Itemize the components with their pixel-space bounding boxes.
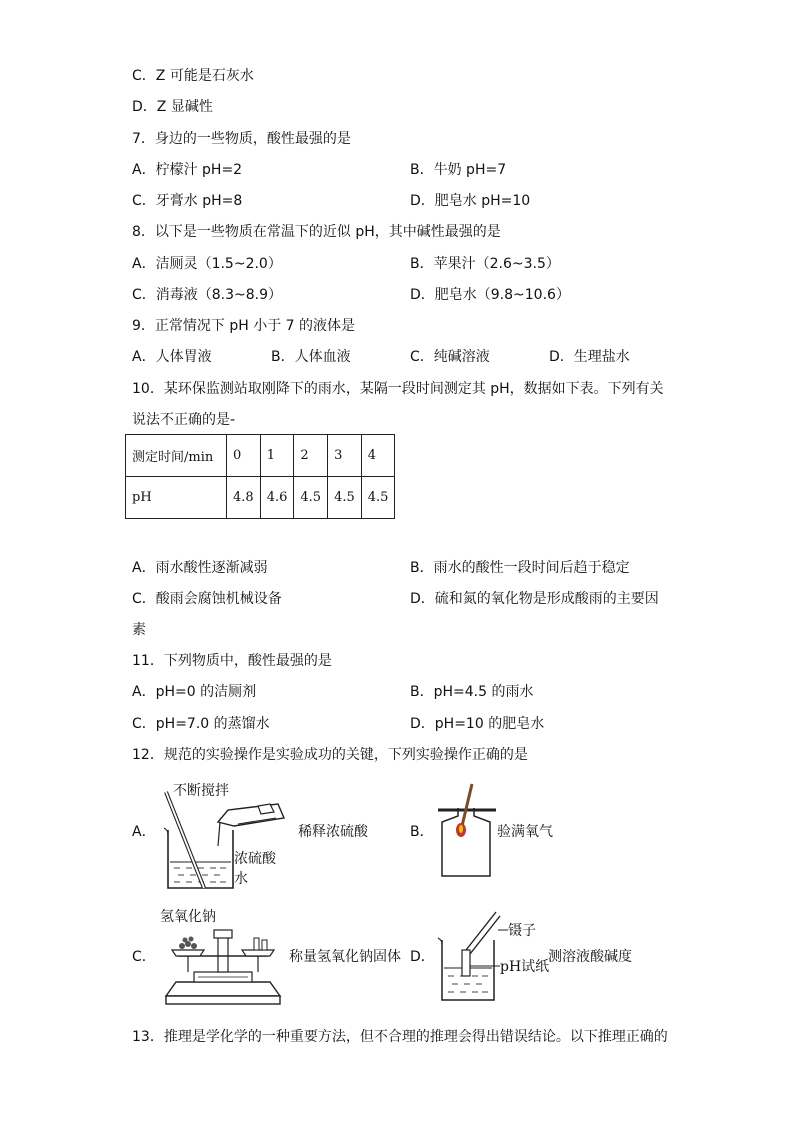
q10-option-d: D．硫和氮的氧化物是形成酸雨的主要因 xyxy=(410,591,659,607)
q11-option-a: A．pH=0 的洁厕剂 xyxy=(132,684,257,700)
q7-option-a: A．柠檬汁 pH=2 xyxy=(132,162,243,178)
figure-balance xyxy=(158,926,288,1008)
q8-option-d: D．肥皂水（9.8~10.6） xyxy=(410,287,570,303)
q11-stem: 11．下列物质中，酸性最强的是 xyxy=(132,653,332,669)
q9-option-c: C．纯碱溶液 xyxy=(410,349,490,365)
label-oxygen-check: 验满氧气 xyxy=(497,824,553,840)
q10-option-d-continued: 素 xyxy=(132,622,146,638)
table-cell: 4.8 xyxy=(227,477,261,519)
q11-option-b: B．pH=4.5 的雨水 xyxy=(410,684,534,700)
q7-option-d: D．肥皂水 pH=10 xyxy=(410,193,531,209)
table-cell: 2 xyxy=(294,435,328,477)
q8-option-b: B．苹果汁（2.6~3.5） xyxy=(410,256,560,272)
table-cell: 4 xyxy=(361,435,395,477)
q10-stem-line1: 10．某环保监测站取刚降下的雨水，某隔一段时间测定其 pH，数据如下表。下列有关 xyxy=(132,381,664,397)
q12-stem: 12．规范的实验操作是实验成功的关键，下列实验操作正确的是 xyxy=(132,747,528,763)
table-cell: 3 xyxy=(328,435,362,477)
label-naoh: 氢氧化钠 xyxy=(160,909,216,925)
q12-option-b-label: B． xyxy=(410,824,434,840)
table-row xyxy=(126,477,395,519)
q12-option-a-label: A． xyxy=(132,824,156,840)
q10-option-c: C．酸雨会腐蚀机械设备 xyxy=(132,591,282,607)
label-water: 水 xyxy=(234,871,248,887)
table-cell: 测定时间/min xyxy=(126,435,227,477)
q6-option-d: D．Z 显碱性 xyxy=(132,99,213,115)
table-row xyxy=(126,435,395,477)
label-dilute-acid: 稀释浓硫酸 xyxy=(298,824,368,840)
q7-option-c: C．牙膏水 pH=8 xyxy=(132,193,243,209)
ph-data-table xyxy=(125,434,395,519)
q9-stem: 9．正常情况下 pH 小于 7 的液体是 xyxy=(132,318,356,334)
q12-option-d-label: D． xyxy=(410,949,435,965)
q6-option-c: C．Z 可能是石灰水 xyxy=(132,68,254,84)
q9-option-a: A．人体胃液 xyxy=(132,349,212,365)
table-cell: 4.5 xyxy=(361,477,395,519)
table-cell: 0 xyxy=(227,435,261,477)
table-cell: pH xyxy=(126,477,227,519)
table-cell: 4.5 xyxy=(294,477,328,519)
label-ph-paper: pH试纸 xyxy=(500,959,550,975)
q13-stem: 13．推理是学化学的一种重要方法，但不合理的推理会得出错误结论。以下推理正确的 xyxy=(132,1029,668,1045)
q9-option-b: B．人体血液 xyxy=(271,349,351,365)
q9-option-d: D．生理盐水 xyxy=(549,349,630,365)
label-test-ph: 测溶液酸碱度 xyxy=(548,949,632,965)
q11-option-d: D．pH=10 的肥皂水 xyxy=(410,716,545,732)
q7-stem: 7．身边的一些物质，酸性最强的是 xyxy=(132,131,351,147)
q12-option-c-label: C． xyxy=(132,949,156,965)
table-cell: 4.6 xyxy=(260,477,294,519)
label-conc-sulfuric: 浓硫酸 xyxy=(234,851,276,867)
table-cell: 1 xyxy=(260,435,294,477)
q10-stem-line2: 说法不正确的是- xyxy=(132,412,236,428)
table-cell: 4.5 xyxy=(328,477,362,519)
q8-option-a: A．洁厕灵（1.5~2.0） xyxy=(132,256,282,272)
q10-option-b: B．雨水的酸性一段时间后趋于稳定 xyxy=(410,560,630,576)
label-stir: 不断搅拌 xyxy=(173,783,229,799)
q7-option-b: B．牛奶 pH=7 xyxy=(410,162,507,178)
q8-option-c: C．消毒液（8.3~8.9） xyxy=(132,287,283,303)
figure-oxygen-test xyxy=(436,782,496,880)
q8-stem: 8．以下是一些物质在常温下的近似 pH，其中碱性最强的是 xyxy=(132,224,501,240)
q10-option-a: A．雨水酸性逐渐减弱 xyxy=(132,560,268,576)
label-weigh-naoh: 称量氢氧化钠固体 xyxy=(289,949,401,965)
q11-option-c: C．pH=7.0 的蒸馏水 xyxy=(132,716,270,732)
label-tweezers: 镊子 xyxy=(508,923,536,939)
